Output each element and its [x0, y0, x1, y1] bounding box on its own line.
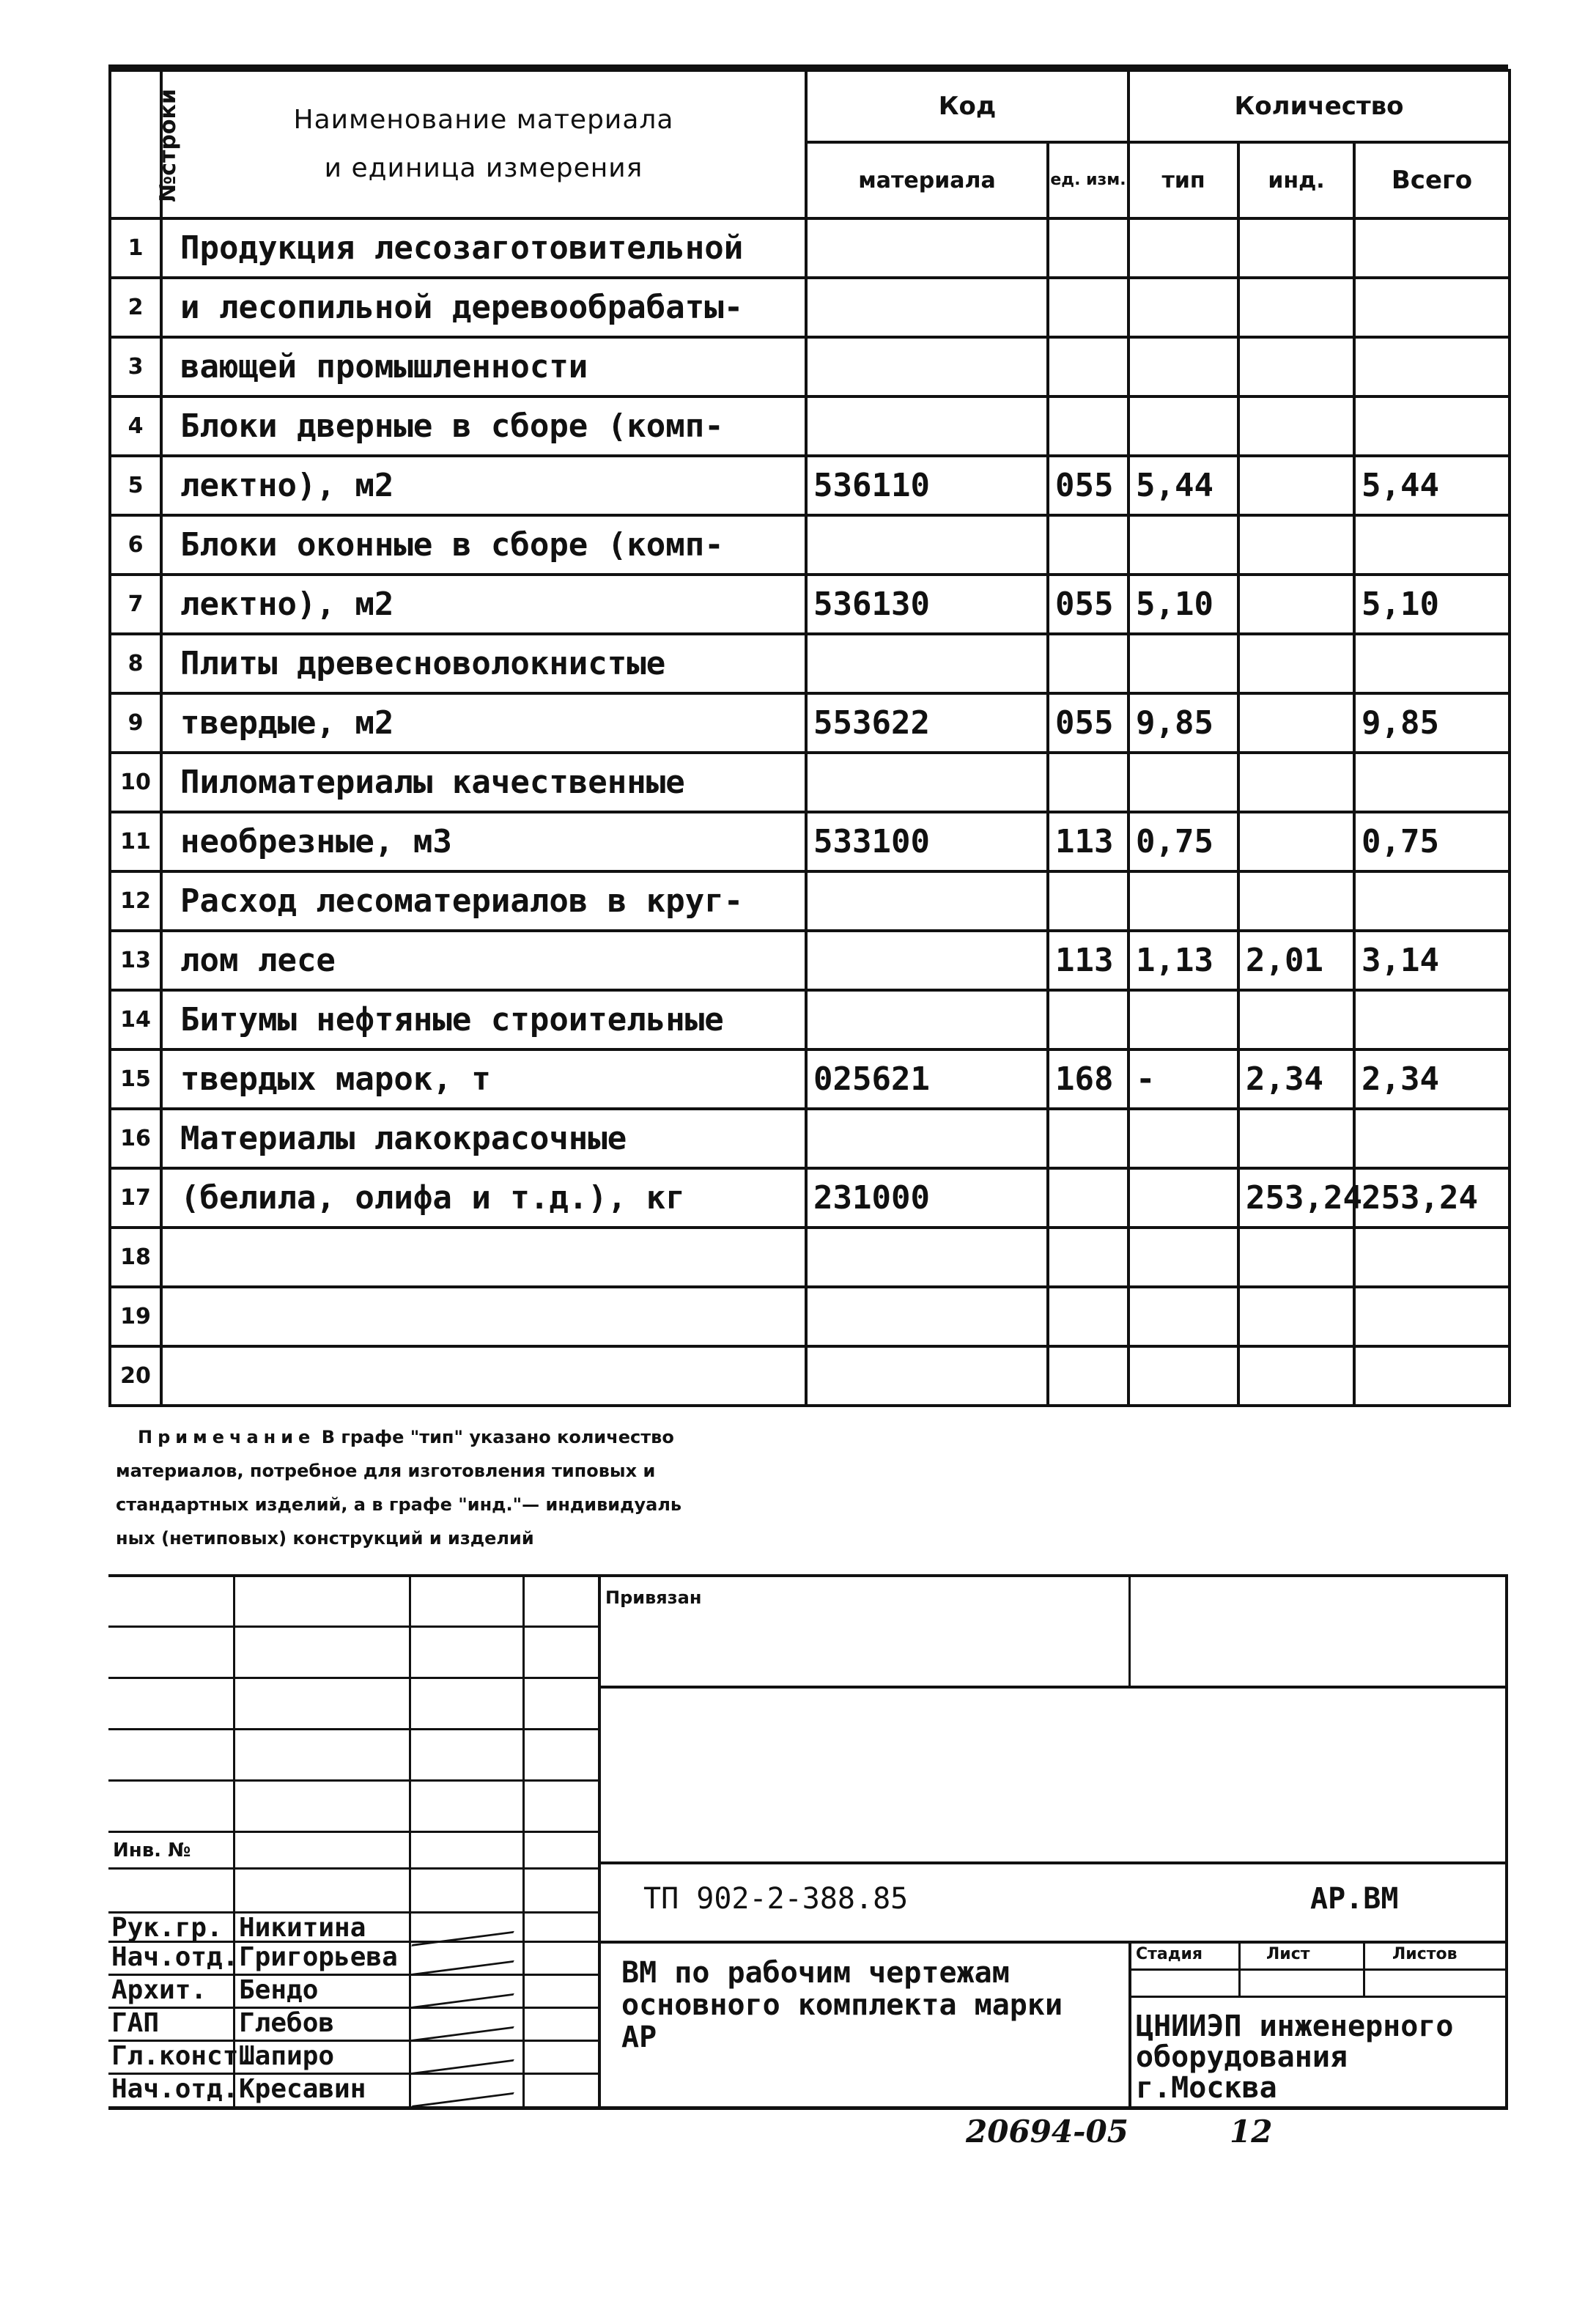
signature-scribble: [411, 2070, 523, 2108]
stage-label: Стадия: [1136, 1945, 1203, 1963]
sheet-label: Лист: [1266, 1945, 1310, 1963]
row-number: 20: [110, 1346, 161, 1406]
unit-code: 113: [1048, 931, 1128, 990]
qty-total: [1354, 1287, 1510, 1346]
quantity-header: Количество: [1128, 70, 1510, 142]
qty-typ: 9,85: [1128, 693, 1238, 753]
document-title: ВМ по рабочим чертежам основного комплекта марки АР: [621, 1956, 1063, 2054]
qty-typ: [1128, 634, 1238, 693]
table-row: [110, 1168, 1510, 1228]
title-block: [108, 1574, 1508, 2109]
qty-typ: [1128, 753, 1238, 812]
row-number: 14: [110, 990, 161, 1049]
qty-typ: [1128, 1228, 1238, 1287]
organization: ЦНИИЭП инженерного оборудования г.Москва: [1136, 2010, 1454, 2105]
table-row: [110, 693, 1510, 753]
row-number: 13: [110, 931, 161, 990]
material-name: [161, 1287, 806, 1346]
signatory-name: Бендо: [239, 1975, 319, 2005]
signatory-name: Глебов: [239, 2008, 335, 2038]
qty-typ: 1,13: [1128, 931, 1238, 990]
material-name: Блоки оконные в сборе (комп-: [161, 515, 806, 575]
row-number-header: №строки: [110, 70, 161, 218]
signatory-name: Григорьева: [239, 1942, 398, 1972]
qty-total: [1354, 1228, 1510, 1287]
material-name: Блоки дверные в сборе (комп-: [161, 396, 806, 456]
row-number: 5: [110, 456, 161, 515]
material-name: Пиломатериалы качественные: [161, 753, 806, 812]
qty-ind: [1238, 634, 1354, 693]
qty-typ: [1128, 990, 1238, 1049]
qty-typ: [1128, 1109, 1238, 1168]
material-code: [806, 337, 1048, 396]
unit-code: [1048, 634, 1128, 693]
unit-code: 055: [1048, 693, 1128, 753]
row-number: 9: [110, 693, 161, 753]
code-header: Код: [806, 70, 1128, 142]
table-row: [110, 812, 1510, 871]
material-code: [806, 931, 1048, 990]
material-code: [806, 990, 1048, 1049]
material-name: и лесопильной деревообрабаты-: [161, 278, 806, 337]
material-name: твердых марок, т: [161, 1049, 806, 1109]
qty-typ: [1128, 278, 1238, 337]
qty-typ: 5,10: [1128, 575, 1238, 634]
qty-ind: [1238, 396, 1354, 456]
row-number: 2: [110, 278, 161, 337]
page-number: 12: [1230, 2114, 1273, 2150]
unit-code: [1048, 871, 1128, 931]
qty-ind: [1238, 990, 1354, 1049]
signatory-role: Архит.: [111, 1975, 207, 2005]
row-number: 3: [110, 337, 161, 396]
qty-total: 5,44: [1354, 456, 1510, 515]
row-number: 18: [110, 1228, 161, 1287]
unit-code: [1048, 396, 1128, 456]
qty-total: [1354, 337, 1510, 396]
qty-typ: [1128, 515, 1238, 575]
material-name: лектно), м2: [161, 575, 806, 634]
qty-ind: [1238, 1109, 1354, 1168]
qty-ind: [1238, 456, 1354, 515]
signatory-name: Кресавин: [239, 2074, 366, 2104]
signatory-role: ГАП: [111, 2008, 160, 2038]
row-number: 10: [110, 753, 161, 812]
material-code: 553622: [806, 693, 1048, 753]
qty-total: [1354, 515, 1510, 575]
qty-total: [1354, 278, 1510, 337]
qty-total: 9,85: [1354, 693, 1510, 753]
qty-ind: [1238, 871, 1354, 931]
table-row: [110, 218, 1510, 278]
unit-code: 055: [1048, 456, 1128, 515]
table-row: [110, 1228, 1510, 1287]
qty-typ: [1128, 1287, 1238, 1346]
row-number: 1: [110, 218, 161, 278]
qty-total: [1354, 753, 1510, 812]
row-number: 15: [110, 1049, 161, 1109]
unit-code: [1048, 1346, 1128, 1406]
note-lead: Примечание: [138, 1427, 316, 1447]
row-number: 6: [110, 515, 161, 575]
row-number: 19: [110, 1287, 161, 1346]
qty-typ: [1128, 218, 1238, 278]
qty-typ: [1128, 396, 1238, 456]
material-code: [806, 1287, 1048, 1346]
materials-table: [108, 69, 1511, 1407]
material-code: [806, 1346, 1048, 1406]
qty-typ: [1128, 337, 1238, 396]
row-number: 8: [110, 634, 161, 693]
material-name-header: Наименование материала и единица измерения: [161, 70, 806, 218]
material-name: Расход лесоматериалов в круг-: [161, 871, 806, 931]
material-name: твердые, м2: [161, 693, 806, 753]
unit-code: 055: [1048, 575, 1128, 634]
document-sheet: [108, 64, 1523, 2160]
document-mark: АР.ВМ: [1310, 1882, 1399, 1916]
row-number: 17: [110, 1168, 161, 1228]
qty-ind: [1238, 515, 1354, 575]
qty-typ: 0,75: [1128, 812, 1238, 871]
material-code: [806, 1109, 1048, 1168]
qty-ind: [1238, 753, 1354, 812]
material-code: 025621: [806, 1049, 1048, 1109]
material-code: 536130: [806, 575, 1048, 634]
qty-ind: [1238, 1346, 1354, 1406]
material-name: [161, 1228, 806, 1287]
material-name: Продукция лесозаготовительной: [161, 218, 806, 278]
qty-total-header: Всего: [1354, 142, 1510, 218]
qty-total: [1354, 218, 1510, 278]
material-code: [806, 278, 1048, 337]
signatory-role: Нач.отд.: [111, 1942, 239, 1972]
row-number: 7: [110, 575, 161, 634]
unit-code: [1048, 337, 1128, 396]
qty-ind: [1238, 1287, 1354, 1346]
material-code: [806, 1228, 1048, 1287]
unit-code: [1048, 1168, 1128, 1228]
table-row: [110, 396, 1510, 456]
qty-ind-header: инд.: [1238, 142, 1354, 218]
qty-total: [1354, 871, 1510, 931]
unit-code: [1048, 753, 1128, 812]
material-name: необрезные, м3: [161, 812, 806, 871]
table-row: [110, 1109, 1510, 1168]
signatory-role: Рук.гр.: [111, 1913, 223, 1943]
note-line3: стандартных изделий, а в графе "инд."— индивидуаль: [116, 1494, 682, 1515]
material-name: лектно), м2: [161, 456, 806, 515]
qty-total: 2,34: [1354, 1049, 1510, 1109]
table-row: [110, 1049, 1510, 1109]
material-name: Битумы нефтяные строительные: [161, 990, 806, 1049]
table-row: [110, 990, 1510, 1049]
material-code: [806, 634, 1048, 693]
table-row: [110, 634, 1510, 693]
qty-typ: -: [1128, 1049, 1238, 1109]
table-row: [110, 337, 1510, 396]
qty-ind: 253,24: [1238, 1168, 1354, 1228]
table-row: [110, 871, 1510, 931]
table-row: [110, 1287, 1510, 1346]
signature-scribble: [411, 2004, 523, 2042]
archive-number: 20694-05: [966, 2114, 1128, 2150]
qty-total: [1354, 396, 1510, 456]
material-code: 533100: [806, 812, 1048, 871]
unit-code: 168: [1048, 1049, 1128, 1109]
qty-ind: [1238, 278, 1354, 337]
qty-ind: 2,01: [1238, 931, 1354, 990]
signatory-name: Никитина: [239, 1913, 366, 1943]
material-name: лом лесе: [161, 931, 806, 990]
signature-scribble: [411, 2037, 523, 2075]
qty-ind: [1238, 575, 1354, 634]
inventory-number-label: Инв. №: [113, 1839, 191, 1861]
qty-ind: [1238, 218, 1354, 278]
unit-code: [1048, 218, 1128, 278]
material-code: [806, 515, 1048, 575]
qty-total: 0,75: [1354, 812, 1510, 871]
signatory-name: Шапиро: [239, 2041, 335, 2071]
qty-typ-header: тип: [1128, 142, 1238, 218]
qty-total: [1354, 1346, 1510, 1406]
qty-typ: 5,44: [1128, 456, 1238, 515]
unit-code: [1048, 278, 1128, 337]
qty-total: 3,14: [1354, 931, 1510, 990]
qty-typ: [1128, 1346, 1238, 1406]
row-number: 11: [110, 812, 161, 871]
unit-code: 113: [1048, 812, 1128, 871]
table-row: [110, 278, 1510, 337]
code-material-header: материала: [806, 142, 1048, 218]
material-name: Материалы лакокрасочные: [161, 1109, 806, 1168]
material-code: [806, 218, 1048, 278]
qty-ind: [1238, 812, 1354, 871]
qty-total: 253,24: [1354, 1168, 1510, 1228]
material-code: [806, 871, 1048, 931]
qty-typ: [1128, 1168, 1238, 1228]
table-row: [110, 931, 1510, 990]
unit-code: [1048, 1109, 1128, 1168]
material-name: (белила, олифа и т.д.), кг: [161, 1168, 806, 1228]
table-row: [110, 456, 1510, 515]
qty-typ: [1128, 871, 1238, 931]
qty-ind: [1238, 693, 1354, 753]
material-code: 231000: [806, 1168, 1048, 1228]
qty-total: [1354, 634, 1510, 693]
table-row: [110, 515, 1510, 575]
material-code: [806, 396, 1048, 456]
signature-scribble: [411, 1971, 523, 2009]
qty-ind: 2,34: [1238, 1049, 1354, 1109]
row-number: 16: [110, 1109, 161, 1168]
unit-code: [1048, 1228, 1128, 1287]
qty-total: [1354, 1109, 1510, 1168]
material-name: Плиты древесноволокнистые: [161, 634, 806, 693]
privyazan-label: Привязан: [605, 1587, 702, 1608]
note-line1: В графе "тип" указано количество: [321, 1427, 674, 1447]
unit-code: [1048, 990, 1128, 1049]
sheets-label: Листов: [1392, 1945, 1458, 1963]
qty-total: [1354, 990, 1510, 1049]
material-code: 536110: [806, 456, 1048, 515]
code-unit-header: ед. изм.: [1048, 142, 1128, 218]
document-code: ТП 902-2-388.85: [643, 1882, 909, 1916]
note-line4: ных (нетиповых) конструкций и изделий: [116, 1528, 534, 1549]
qty-total: 5,10: [1354, 575, 1510, 634]
row-number: 4: [110, 396, 161, 456]
table-row: [110, 1346, 1510, 1406]
table-row: [110, 575, 1510, 634]
signatory-role: Нач.отд.: [111, 2074, 239, 2104]
unit-code: [1048, 515, 1128, 575]
material-name: [161, 1346, 806, 1406]
note-line2: материалов, потребное для изготовления типовых и: [116, 1461, 656, 1481]
signatory-role: Гл.конст.: [111, 2041, 255, 2071]
material-code: [806, 753, 1048, 812]
table-row: [110, 753, 1510, 812]
row-number: 12: [110, 871, 161, 931]
note-block: [108, 1420, 1508, 1555]
unit-code: [1048, 1287, 1128, 1346]
material-name: вающей промышленности: [161, 337, 806, 396]
qty-ind: [1238, 337, 1354, 396]
qty-ind: [1238, 1228, 1354, 1287]
